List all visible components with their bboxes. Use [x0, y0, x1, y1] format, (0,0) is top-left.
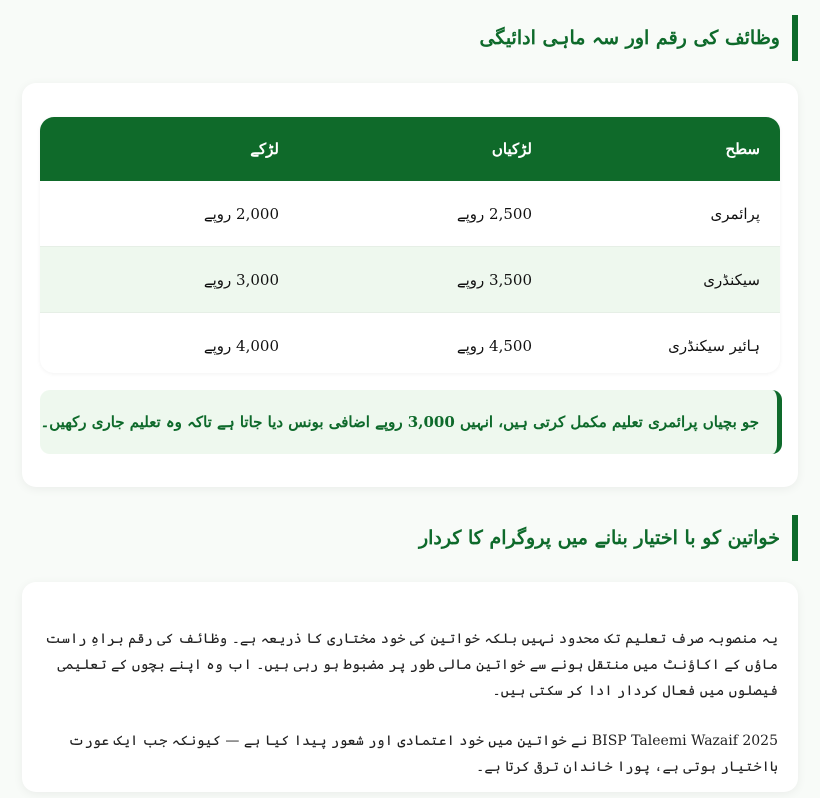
header-boys: لڑکے: [250, 140, 279, 158]
section-heading-empowerment: [419, 515, 798, 561]
header-girls: لڑکیاں: [491, 140, 532, 158]
paragraph: BISP Taleemi Wazaif 2025 نے خواتین میں خود اعتمادی اور شعور پیدا کیا ہے — کیونکہ جب ایک عورت بااختیار ہوتی ہے، پورا خاندان ترقی کرتا ہے۔: [68, 733, 778, 775]
cell-girls: 2,500 روپے: [456, 204, 532, 223]
cell-girls: 4,500 روپے: [456, 336, 532, 355]
stipend-card: [22, 83, 798, 487]
section-title: وظائف کی رقم اور سہ ماہی ادائیگی: [479, 27, 780, 49]
bonus-note: [40, 390, 782, 454]
cell-girls: 3,500 روپے: [456, 270, 532, 289]
cell-level: پرائمری: [710, 204, 760, 223]
stipend-table: [40, 117, 780, 373]
cell-level: ہائیر سیکنڈری: [668, 336, 760, 355]
bonus-note-text: جو بچیاں پرائمری تعلیم مکمل کرتی ہیں، انہیں 3,000 روپے اضافی بونس دیا جاتا ہے تاکہ وہ تعلیم جاری رکھیں۔: [40, 413, 759, 431]
table-row: [40, 247, 780, 313]
cell-boys: 3,000 روپے: [203, 270, 279, 289]
section-title: خواتین کو با اختیار بنانے میں پروگرام کا کردار: [418, 527, 780, 549]
cell-level: سیکنڈری: [703, 270, 760, 289]
empowerment-card: [22, 582, 798, 792]
cell-boys: 2,000 روپے: [203, 204, 279, 223]
paragraph: یہ منصوبہ صرف تعلیم تک محدود نہیں بلکہ خواتین کی خود مختاری کا ذریعہ ہے۔ وظائف کی رقم براہِ راست ماؤں کے اکاؤنٹ میں منتقل ہونے سے خواتین مالی طور پر مضبوط ہو رہی ہیں۔ اب وہ اپنے بچوں کے تعلیمی فیصلوں میں فعال کردار ادا کر سکتی ہیں۔: [45, 631, 778, 699]
table-header-row: [40, 117, 780, 181]
cell-boys: 4,000 روپے: [203, 336, 279, 355]
section-heading-stipends: [479, 15, 798, 61]
table-row: [40, 313, 780, 373]
table-row: [40, 181, 780, 247]
header-level: سطح: [725, 140, 760, 158]
